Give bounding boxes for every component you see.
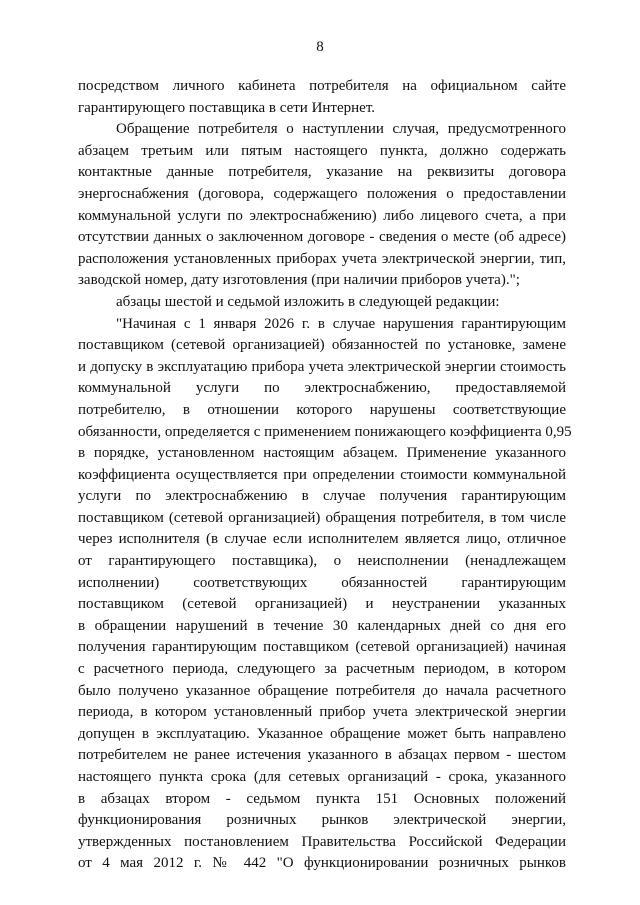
- text-line: было получено указанное обращение потребителя до начала расчетного: [78, 682, 566, 699]
- paragraph-3: [78, 292, 566, 314]
- text-line: услуги по электроснабжению в случае получения гарантирующим: [78, 488, 566, 505]
- text-line: поставщиком (сетевой организацией) обязанностей по установке, замене: [78, 337, 566, 354]
- paragraph-2: [78, 119, 566, 292]
- text-line: функционирования розничных рынков электрической энергии,: [78, 812, 566, 829]
- text-line: утвержденных постановлением Правительства Российской Федерации: [78, 833, 566, 850]
- text-line: отсутствии данных о заключенном договоре - сведения о месте (об адресе): [78, 229, 566, 246]
- text-line: Обращение потребителя о наступлении случая, предусмотренного: [116, 121, 566, 138]
- text-line: поставщиком (сетевой организацией) и неустранении указанных: [78, 596, 566, 613]
- text-line: настоящего пункта срока (для сетевых организаций - срока, указанного: [78, 769, 566, 785]
- text-line: через исполнителя (в случае если исполнителем является лицо, отличное: [78, 531, 566, 548]
- page-number: 8: [316, 39, 324, 55]
- text-line: потребителем не ранее истечения указанного в абзацах первом - шестом: [78, 747, 566, 764]
- text-line: исполнении) соответствующих обязанностей гарантирующим: [78, 574, 566, 591]
- text-line: от гарантирующего поставщика), о неисполнении (ненадлежащем: [78, 553, 566, 570]
- text-line: допущен в эксплуатацию. Указанное обращение может быть направлено: [78, 725, 566, 742]
- document-body: [78, 76, 572, 875]
- text-line: гарантирующего поставщика в сети Интернет.: [78, 99, 376, 116]
- text-line: коммунальной услуги по электроснабжению) либо лицевого счета, а при: [78, 207, 566, 224]
- text-line: получения гарантирующим поставщиком (сетевой организацией) начиная: [78, 639, 566, 656]
- text-line: и допуску в эксплуатацию прибора учета электрической энергии стоимость: [78, 358, 566, 375]
- text-line: с расчетного периода, следующего за расчетным периодом, в котором: [78, 661, 566, 678]
- text-line: энергоснабжения (договора, содержащего положения о предоставлении: [78, 185, 566, 202]
- text-line: в обращении нарушений в течение 30 календарных дней со дня его: [78, 617, 566, 634]
- text-line: посредством личного кабинета потребителя на официальном сайте: [78, 78, 566, 94]
- paragraph-4: [78, 314, 572, 875]
- text-line: коммунальной услуги по электроснабжению, предоставляемой: [78, 380, 566, 397]
- text-line: абзацем третьим или пятым настоящего пункта, должно содержать: [78, 142, 566, 159]
- paragraph-1: [78, 76, 566, 119]
- text-line: периода, в котором установленный прибор учета электрической энергии: [78, 704, 566, 721]
- text-line: обязанности, определяется с применением понижающего коэффициента 0,95: [78, 423, 572, 440]
- text-line: поставщиком (сетевой организацией) обращения потребителя, в том числе: [78, 509, 566, 526]
- text-line: потребителю, в отношении которого нарушены соответствующие: [78, 401, 566, 418]
- text-line: "Начиная с 1 января 2026 г. в случае нарушения гарантирующим: [116, 315, 566, 332]
- text-line: в порядке, установленном настоящим абзацем. Применение указанного: [78, 445, 566, 462]
- text-line: в абзацах втором - седьмом пункта 151 Основных положений: [78, 790, 566, 807]
- text-line: заводской номер, дату изготовления (при наличии приборов учета).";: [78, 272, 520, 289]
- text-line: контактные данные потребителя, указание на реквизиты договора: [78, 164, 566, 181]
- text-line: расположения установленных приборах учета электрической энергии, тип,: [78, 250, 566, 267]
- text-line: коэффициента осуществляется при определении стоимости коммунальной: [78, 466, 566, 483]
- text-line: абзацы шестой и седьмой изложить в следующей редакции:: [116, 293, 500, 310]
- text-line: от 4 мая 2012 г. № 442 "О функционировании розничных рынков: [78, 855, 566, 872]
